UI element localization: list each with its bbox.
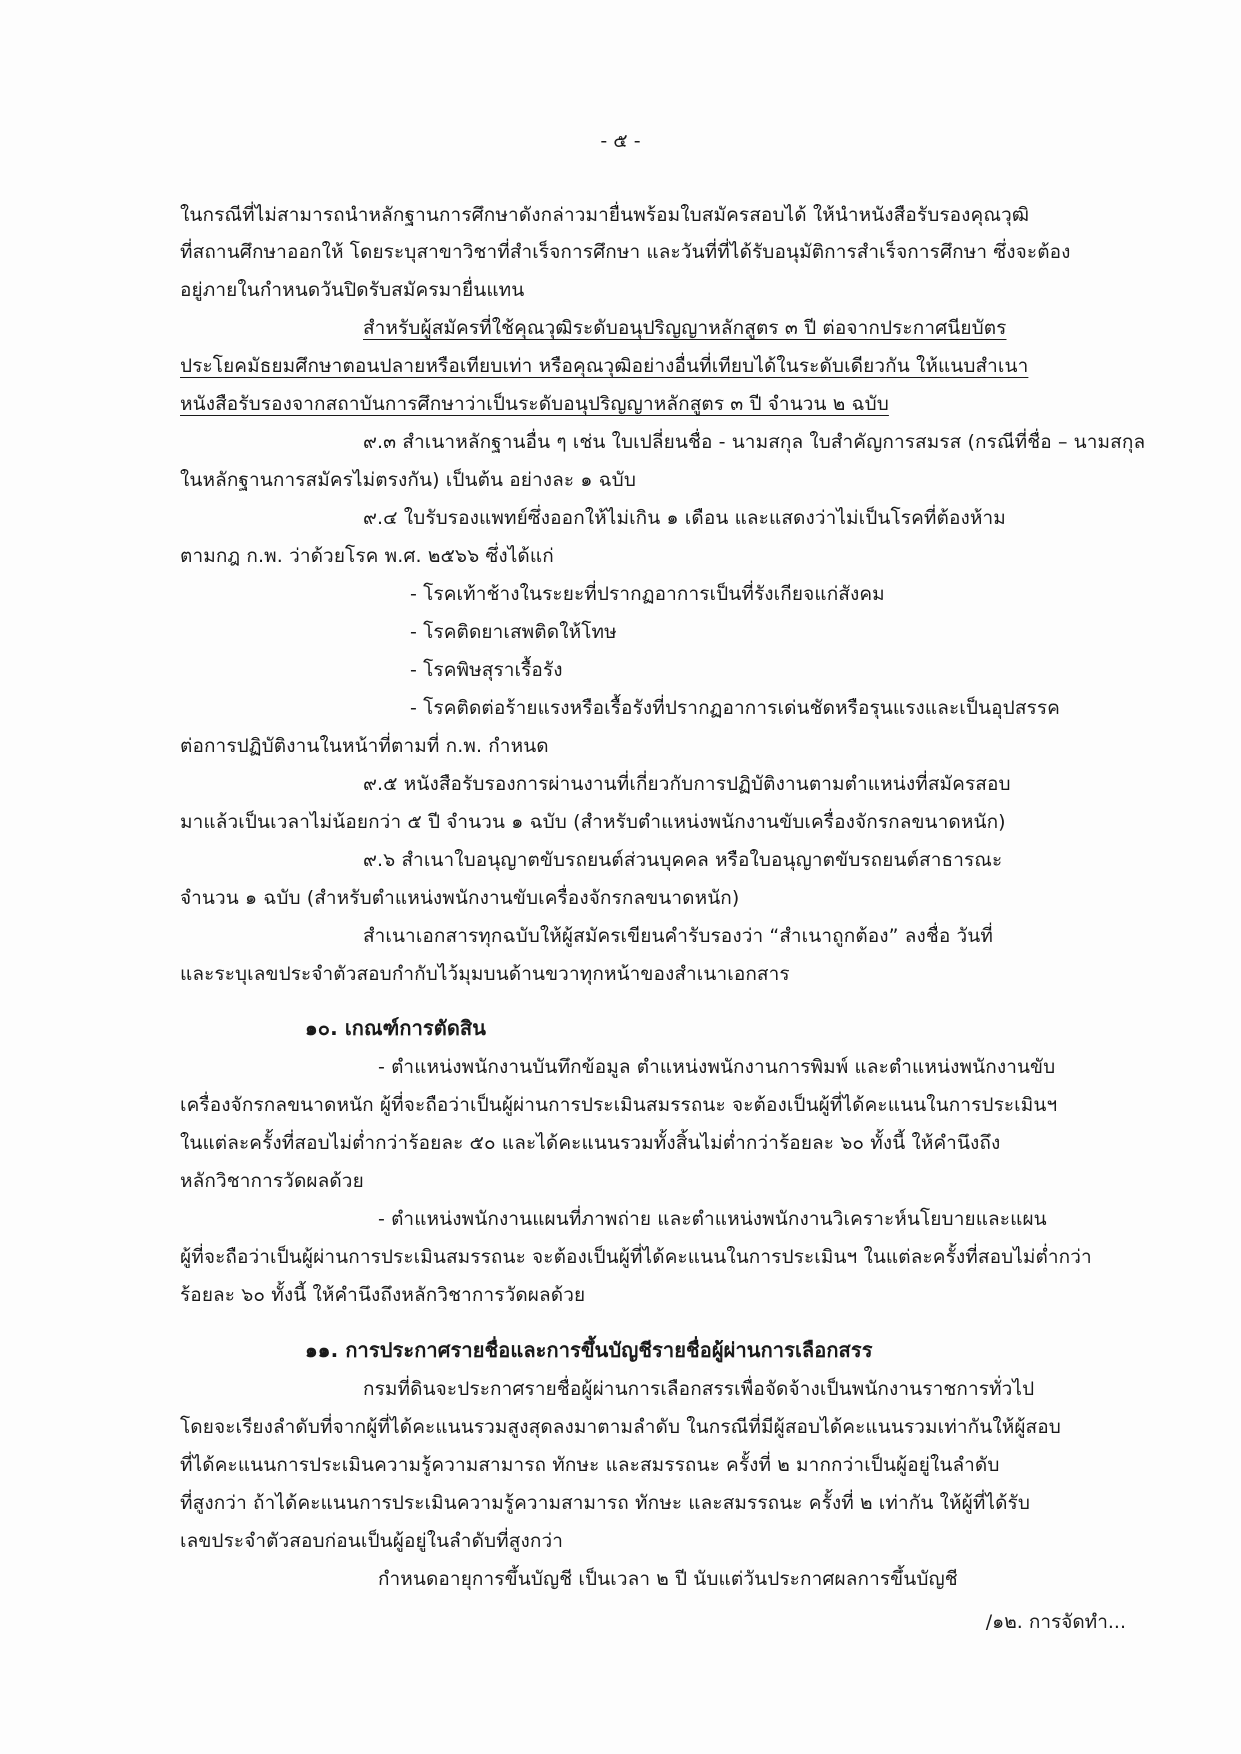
paragraph-line: จำนวน ๑ ฉบับ (สำหรับตำแหน่งพนักงานขับเครื่องจักรกลขนาดหนัก) [180,887,740,909]
paragraph-line: ผู้ที่จะถือว่าเป็นผู้ผ่านการประเมินสมรรถนะ จะต้องเป็นผู้ที่ได้คะแนนในการประเมินฯ ในแต่ละครั้งที่สอบไม่ต่ำกว่า [180,1246,1092,1268]
paragraph-line: มาแล้วเป็นเวลาไม่น้อยกว่า ๕ ปี จำนวน ๑ ฉบับ (สำหรับตำแหน่งพนักงานขับเครื่องจักรกลขนาดหนัก) [180,811,1006,833]
continuation-marker: /๑๒. การจัดทำ... [985,1611,1126,1633]
paragraph-line: ต่อการปฏิบัติงานในหน้าที่ตามที่ ก.พ. กำหนด [180,735,549,757]
disease-item: - โรคเท้าช้างในระยะที่ปรากฏอาการเป็นที่รังเกียจแก่สังคม [410,583,885,605]
underlined-line: หนังสือรับรองจากสถาบันการศึกษาว่าเป็นระดับอนุปริญญาหลักสูตร ๓ ปี จำนวน ๒ ฉบับ [180,393,889,415]
underlined-line: ประโยคมัธยมศึกษาตอนปลายหรือเทียบเท่า หรือคุณวุฒิอย่างอื่นที่เทียบได้ในระดับเดียวกัน ให้แนบสำเนา [180,355,1029,377]
disease-item: - โรคติดยาเสพติดให้โทษ [410,621,617,643]
item-9-5: ๙.๕ หนังสือรับรองการผ่านงานที่เกี่ยวกับการปฏิบัติงานตามตำแหน่งที่สมัครสอบ [363,773,1011,795]
paragraph-line: ร้อยละ ๖๐ ทั้งนี้ ให้คำนึงถึงหลักวิชาการวัดผลด้วย [180,1284,586,1306]
paragraph-line: โดยจะเรียงลำดับที่จากผู้ที่ได้คะแนนรวมสูงสุดลงมาตามลำดับ ในกรณีที่มีผู้สอบได้คะแนนรวมเท่ากันให้ผู้สอบ [180,1416,1061,1438]
item-9-6: ๙.๖ สำเนาใบอนุญาตขับรถยนต์ส่วนบุคคล หรือใบอนุญาตขับรถยนต์สาธารณะ [363,849,1003,871]
section-11-heading: ๑๑. การประกาศรายชื่อและการขึ้นบัญชีรายชื่อผู้ผ่านการเลือกสรร [305,1338,873,1362]
page-number: - ๕ - [600,130,641,152]
paragraph-line: กรมที่ดินจะประกาศรายชื่อผู้ผ่านการเลือกสรรเพื่อจัดจ้างเป็นพนักงานราชการทั่วไป [363,1378,1035,1400]
paragraph-line: เครื่องจักรกลขนาดหนัก ผู้ที่จะถือว่าเป็นผู้ผ่านการประเมินสมรรถนะ จะต้องเป็นผู้ที่ได้คะแนนในการประเมินฯ [180,1094,1058,1116]
disease-item: - โรคพิษสุราเรื้อรัง [410,659,563,681]
paragraph-line: ในกรณีที่ไม่สามารถนำหลักฐานการศึกษาดังกล่าวมายื่นพร้อมใบสมัครสอบได้ ให้นำหนังสือรับรองคุณวุฒิ [180,204,1030,226]
paragraph-line: ในแต่ละครั้งที่สอบไม่ต่ำกว่าร้อยละ ๕๐ และได้คะแนนรวมทั้งสิ้นไม่ต่ำกว่าร้อยละ ๖๐ ทั้งนี้ ให้คำนึงถึง [180,1132,1001,1154]
paragraph-line: ตามกฎ ก.พ. ว่าด้วยโรค พ.ศ. ๒๕๖๖ ซึ่งได้แก่ [180,545,554,567]
paragraph-line: ที่ได้คะแนนการประเมินความรู้ความสามารถ ทักษะ และสมรรถนะ ครั้งที่ ๒ มากกว่าเป็นผู้อยู่ในลำดับ [180,1454,1000,1476]
criteria-item: - ตำแหน่งพนักงานบันทึกข้อมูล ตำแหน่งพนักงานการพิมพ์ และตำแหน่งพนักงานขับ [378,1056,1056,1078]
paragraph-line: ในหลักฐานการสมัครไม่ตรงกัน) เป็นต้น อย่างละ ๑ ฉบับ [180,469,636,491]
paragraph-line: กำหนดอายุการขึ้นบัญชี เป็นเวลา ๒ ปี นับแต่วันประกาศผลการขึ้นบัญชี [378,1568,958,1590]
paragraph-line: อยู่ภายในกำหนดวันปิดรับสมัครมายื่นแทน [180,279,525,301]
paragraph-line: สำเนาเอกสารทุกฉบับให้ผู้สมัครเขียนคำรับรองว่า “สำเนาถูกต้อง” ลงชื่อ วันที่ [363,925,994,947]
criteria-item: - ตำแหน่งพนักงานแผนที่ภาพถ่าย และตำแหน่งพนักงานวิเคราะห์นโยบายและแผน [378,1208,1047,1230]
paragraph-line: เลขประจำตัวสอบก่อนเป็นผู้อยู่ในลำดับที่สูงกว่า [180,1530,564,1552]
paragraph-line: ที่สูงกว่า ถ้าได้คะแนนการประเมินความรู้ความสามารถ ทักษะ และสมรรถนะ ครั้งที่ ๒ เท่ากัน ให้ผู้ที่ได้รับ [180,1492,1031,1514]
paragraph-line: ที่สถานศึกษาออกให้ โดยระบุสาขาวิชาที่สำเร็จการศึกษา และวันที่ที่ได้รับอนุมัติการสำเร็จการศึกษา ซึ่งจะต้อง [180,241,1071,263]
section-10-heading: ๑๐. เกณฑ์การตัดสิน [305,1016,487,1040]
paragraph-line: หลักวิชาการวัดผลด้วย [180,1170,364,1192]
underlined-line: สำหรับผู้สมัครที่ใช้คุณวุฒิระดับอนุปริญญาหลักสูตร ๓ ปี ต่อจากประกาศนียบัตร [363,317,1007,339]
item-9-4: ๙.๔ ใบรับรองแพทย์ซึ่งออกให้ไม่เกิน ๑ เดือน และแสดงว่าไม่เป็นโรคที่ต้องห้าม [363,507,1006,529]
item-9-3: ๙.๓ สำเนาหลักฐานอื่น ๆ เช่น ใบเปลี่ยนชื่อ - นามสกุล ใบสำคัญการสมรส (กรณีที่ชื่อ – นามสกุล [363,431,1146,453]
disease-item: - โรคติดต่อร้ายแรงหรือเรื้อรังที่ปรากฏอาการเด่นชัดหรือรุนแรงและเป็นอุปสรรค [410,697,1060,719]
paragraph-line: และระบุเลขประจำตัวสอบกำกับไว้มุมบนด้านขวาทุกหน้าของสำเนาเอกสาร [180,963,790,985]
